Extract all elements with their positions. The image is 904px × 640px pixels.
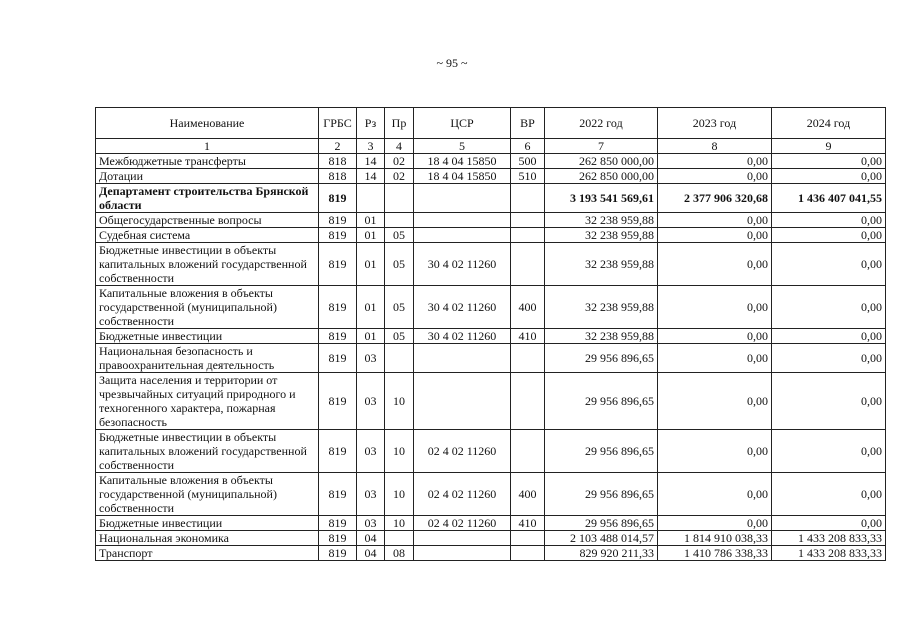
cell-rz: 04	[357, 531, 385, 546]
cell-pr: 10	[385, 373, 414, 430]
cell-csr	[414, 546, 511, 561]
cell-grbs: 819	[319, 473, 357, 516]
cell-rz: 14	[357, 154, 385, 169]
cell-2022: 29 956 896,65	[545, 373, 658, 430]
cell-vr	[511, 531, 545, 546]
cell-name: Национальная безопасность и правоохранительная деятельность	[96, 344, 319, 373]
cell-vr: 510	[511, 169, 545, 184]
cell-2024: 0,00	[772, 154, 886, 169]
cell-2024: 0,00	[772, 243, 886, 286]
cell-vr	[511, 228, 545, 243]
cell-rz: 03	[357, 473, 385, 516]
cell-vr	[511, 243, 545, 286]
cell-csr: 18 4 04 15850	[414, 154, 511, 169]
cell-rz: 01	[357, 329, 385, 344]
cell-pr: 08	[385, 546, 414, 561]
cell-csr: 30 4 02 11260	[414, 329, 511, 344]
cell-csr	[414, 373, 511, 430]
cell-2023: 0,00	[658, 286, 772, 329]
cell-2022: 29 956 896,65	[545, 473, 658, 516]
cell-2023: 0,00	[658, 329, 772, 344]
cell-rz: 01	[357, 213, 385, 228]
column-number: 2	[319, 139, 357, 154]
cell-pr: 02	[385, 154, 414, 169]
cell-csr: 02 4 02 11260	[414, 430, 511, 473]
cell-name: Дотации	[96, 169, 319, 184]
cell-2024: 0,00	[772, 430, 886, 473]
cell-2024: 1 433 208 833,33	[772, 531, 886, 546]
cell-2023: 0,00	[658, 154, 772, 169]
cell-pr: 02	[385, 169, 414, 184]
cell-vr: 410	[511, 516, 545, 531]
column-number: 7	[545, 139, 658, 154]
cell-name: Транспорт	[96, 546, 319, 561]
cell-2024: 0,00	[772, 228, 886, 243]
cell-grbs: 819	[319, 228, 357, 243]
cell-2024: 0,00	[772, 473, 886, 516]
header-rz: Рз	[357, 108, 385, 139]
cell-pr: 10	[385, 430, 414, 473]
header-pr: Пр	[385, 108, 414, 139]
cell-name: Общегосударственные вопросы	[96, 213, 319, 228]
cell-2022: 29 956 896,65	[545, 344, 658, 373]
cell-vr	[511, 344, 545, 373]
cell-name: Судебная система	[96, 228, 319, 243]
table-row	[96, 373, 886, 430]
cell-pr: 10	[385, 473, 414, 516]
cell-2023: 1 410 786 338,33	[658, 546, 772, 561]
cell-vr: 400	[511, 473, 545, 516]
cell-vr	[511, 373, 545, 430]
cell-csr: 30 4 02 11260	[414, 243, 511, 286]
cell-grbs: 819	[319, 329, 357, 344]
cell-csr	[414, 531, 511, 546]
cell-vr	[511, 213, 545, 228]
cell-pr	[385, 184, 414, 213]
table-row	[96, 213, 886, 228]
cell-name: Капитальные вложения в объекты государственной (муниципальной) собственности	[96, 473, 319, 516]
table-row	[96, 228, 886, 243]
cell-name: Департамент строительства Брянской области	[96, 184, 319, 213]
cell-vr: 400	[511, 286, 545, 329]
cell-2023: 0,00	[658, 516, 772, 531]
cell-grbs: 819	[319, 373, 357, 430]
column-number: 5	[414, 139, 511, 154]
table-row	[96, 344, 886, 373]
cell-pr	[385, 213, 414, 228]
cell-2024: 0,00	[772, 329, 886, 344]
cell-pr: 10	[385, 516, 414, 531]
cell-2024: 0,00	[772, 373, 886, 430]
cell-2024: 0,00	[772, 213, 886, 228]
cell-name: Бюджетные инвестиции в объекты капитальных вложений государственной собственности	[96, 430, 319, 473]
cell-2023: 0,00	[658, 243, 772, 286]
cell-2024: 1 433 208 833,33	[772, 546, 886, 561]
cell-rz: 01	[357, 243, 385, 286]
cell-rz: 03	[357, 516, 385, 531]
cell-2024: 0,00	[772, 516, 886, 531]
cell-2023: 0,00	[658, 473, 772, 516]
cell-pr: 05	[385, 228, 414, 243]
cell-csr	[414, 184, 511, 213]
cell-csr	[414, 344, 511, 373]
table-row	[96, 546, 886, 561]
cell-grbs: 819	[319, 243, 357, 286]
header-2022: 2022 год	[545, 108, 658, 139]
table-row	[96, 473, 886, 516]
cell-grbs: 819	[319, 516, 357, 531]
table-row	[96, 243, 886, 286]
cell-name: Бюджетные инвестиции	[96, 329, 319, 344]
cell-pr: 05	[385, 329, 414, 344]
page-number: ~ 95 ~	[436, 56, 468, 70]
table-row	[96, 329, 886, 344]
cell-vr	[511, 430, 545, 473]
cell-vr: 500	[511, 154, 545, 169]
cell-2023: 0,00	[658, 213, 772, 228]
cell-csr: 02 4 02 11260	[414, 473, 511, 516]
cell-csr	[414, 228, 511, 243]
cell-vr	[511, 546, 545, 561]
header-csr: ЦСР	[414, 108, 511, 139]
header-grbs: ГРБС	[319, 108, 357, 139]
cell-2024: 1 436 407 041,55	[772, 184, 886, 213]
cell-2023: 2 377 906 320,68	[658, 184, 772, 213]
cell-grbs: 819	[319, 184, 357, 213]
header-2023: 2023 год	[658, 108, 772, 139]
cell-2022: 262 850 000,00	[545, 154, 658, 169]
cell-csr: 18 4 04 15850	[414, 169, 511, 184]
cell-2022: 32 238 959,88	[545, 286, 658, 329]
cell-rz: 03	[357, 344, 385, 373]
cell-2022: 29 956 896,65	[545, 430, 658, 473]
cell-rz: 01	[357, 286, 385, 329]
cell-name: Бюджетные инвестиции в объекты капитальных вложений государственной собственности	[96, 243, 319, 286]
cell-name: Защита населения и территории от чрезвычайных ситуаций природного и техногенного характера, пожарная безопасность	[96, 373, 319, 430]
cell-pr: 05	[385, 243, 414, 286]
header-name: Наименование	[96, 108, 319, 139]
table-row	[96, 169, 886, 184]
cell-2022: 29 956 896,65	[545, 516, 658, 531]
cell-2022: 3 193 541 569,61	[545, 184, 658, 213]
cell-2023: 0,00	[658, 169, 772, 184]
table-row	[96, 286, 886, 329]
header-row	[96, 108, 886, 139]
cell-csr: 30 4 02 11260	[414, 286, 511, 329]
cell-grbs: 819	[319, 546, 357, 561]
cell-grbs: 819	[319, 286, 357, 329]
table-row	[96, 430, 886, 473]
cell-grbs: 819	[319, 430, 357, 473]
cell-csr: 02 4 02 11260	[414, 516, 511, 531]
cell-rz: 03	[357, 373, 385, 430]
cell-grbs: 819	[319, 344, 357, 373]
cell-2024: 0,00	[772, 169, 886, 184]
cell-csr	[414, 213, 511, 228]
cell-rz: 04	[357, 546, 385, 561]
cell-pr	[385, 344, 414, 373]
header-2024: 2024 год	[772, 108, 886, 139]
cell-2022: 829 920 211,33	[545, 546, 658, 561]
cell-2022: 32 238 959,88	[545, 228, 658, 243]
cell-rz: 03	[357, 430, 385, 473]
cell-2024: 0,00	[772, 286, 886, 329]
cell-name: Межбюджетные трансферты	[96, 154, 319, 169]
cell-2023: 0,00	[658, 344, 772, 373]
column-number: 9	[772, 139, 886, 154]
cell-2023: 1 814 910 038,33	[658, 531, 772, 546]
cell-pr	[385, 531, 414, 546]
column-number: 3	[357, 139, 385, 154]
cell-2022: 32 238 959,88	[545, 329, 658, 344]
cell-grbs: 818	[319, 154, 357, 169]
table-row	[96, 184, 886, 213]
cell-vr	[511, 184, 545, 213]
budget-table	[95, 107, 886, 561]
cell-2022: 32 238 959,88	[545, 243, 658, 286]
column-number: 1	[96, 139, 319, 154]
column-number: 6	[511, 139, 545, 154]
column-number: 4	[385, 139, 414, 154]
column-number: 8	[658, 139, 772, 154]
cell-grbs: 819	[319, 531, 357, 546]
cell-2022: 32 238 959,88	[545, 213, 658, 228]
cell-2022: 2 103 488 014,57	[545, 531, 658, 546]
header-vr: ВР	[511, 108, 545, 139]
cell-grbs: 818	[319, 169, 357, 184]
cell-rz: 14	[357, 169, 385, 184]
cell-rz: 01	[357, 228, 385, 243]
cell-grbs: 819	[319, 213, 357, 228]
cell-rz	[357, 184, 385, 213]
cell-2022: 262 850 000,00	[545, 169, 658, 184]
table-row	[96, 154, 886, 169]
cell-2023: 0,00	[658, 430, 772, 473]
cell-name: Капитальные вложения в объекты государственной (муниципальной) собственности	[96, 286, 319, 329]
cell-2023: 0,00	[658, 373, 772, 430]
cell-2023: 0,00	[658, 228, 772, 243]
cell-name: Бюджетные инвестиции	[96, 516, 319, 531]
table-row	[96, 531, 886, 546]
table-row	[96, 516, 886, 531]
cell-pr: 05	[385, 286, 414, 329]
cell-vr: 410	[511, 329, 545, 344]
cell-2024: 0,00	[772, 344, 886, 373]
column-number-row	[96, 139, 886, 154]
cell-name: Национальная экономика	[96, 531, 319, 546]
